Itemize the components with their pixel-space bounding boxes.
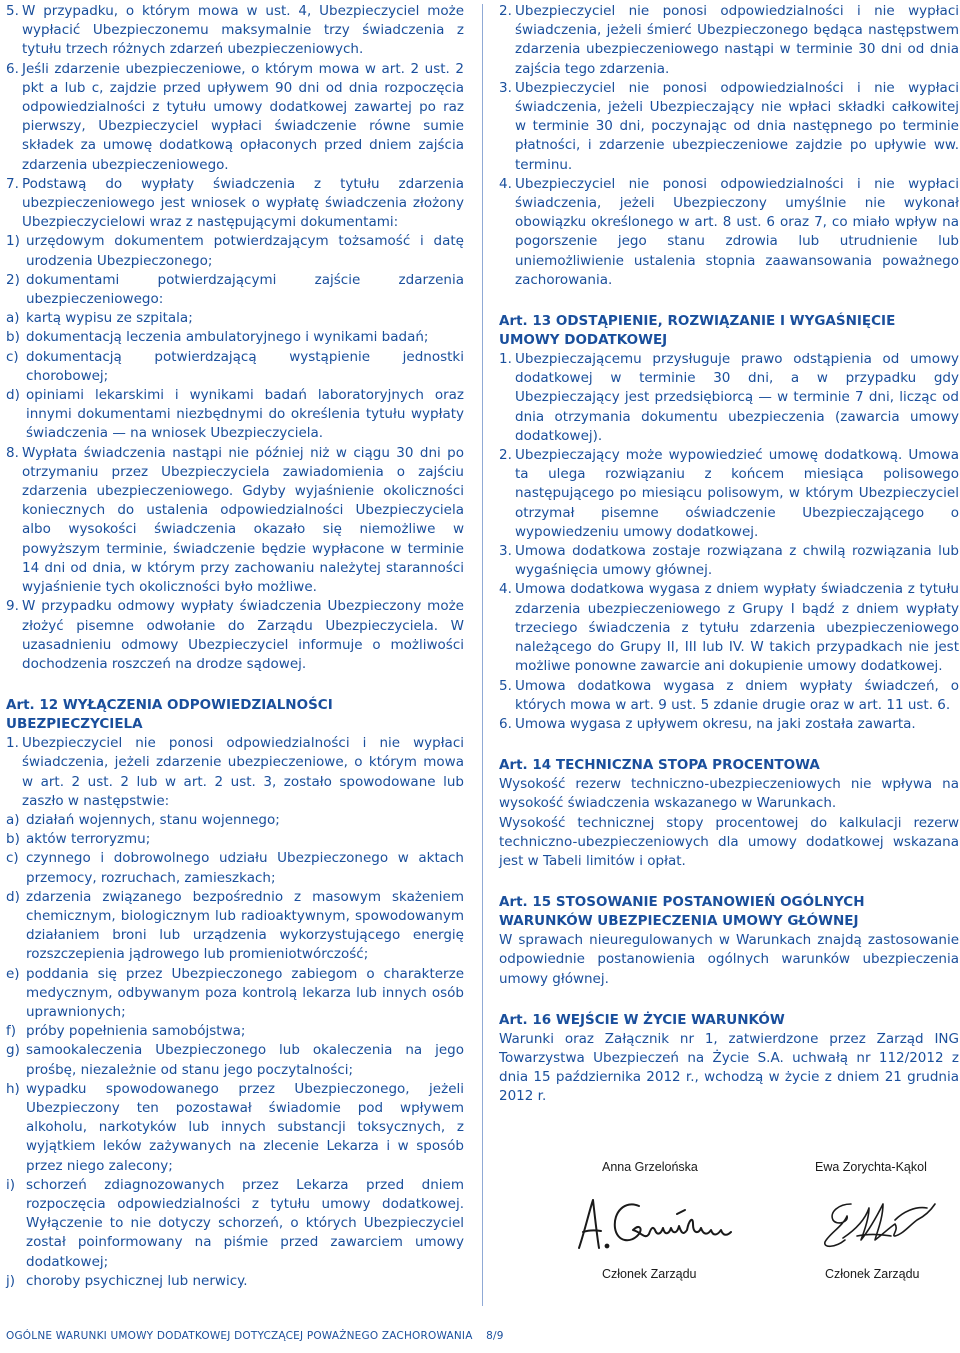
list-item xyxy=(6,1080,464,1176)
item-text: Ubezpieczyciel nie ponosi odpowiedzialności i nie wypłaci świadczenia, jeżeli śmierć Ubezpieczonego będąca następstwem zdarzenia ubezpieczeniowego nastąpi w terminie 30 dni od dnia zajścia tego zdarzenia. xyxy=(515,3,959,77)
item-number: d) xyxy=(6,888,20,905)
list-item xyxy=(6,1022,464,1041)
item-text: Ubezpieczyciel nie ponosi odpowiedzialności i nie wypłaci świadczenia, jeżeli Ubezpieczający nie wpłaci składki całkowitej w terminie 30 dni, poczynając od dnia następnego po terminie płatności, i zdarzenie ubezpieczeniowe zajdzie po upływie ww. terminu. xyxy=(515,79,959,173)
item-text: działań wojennych, stanu wojennego; xyxy=(26,811,280,828)
list-item xyxy=(499,175,959,290)
item-text: opiniami lekarskimi i wynikami badań laboratoryjnych oraz innymi dokumentami niezbędnymi do określenia tytułu wypłaty świadczenia — na wniosek Ubezpieczyciela. xyxy=(26,387,464,442)
item-number: 4. xyxy=(499,175,512,192)
item-number: f) xyxy=(6,1023,17,1040)
list-item xyxy=(6,309,464,328)
item-number: h) xyxy=(6,1080,20,1097)
list-item xyxy=(6,60,464,175)
left-column xyxy=(6,2,464,1291)
list-item xyxy=(6,386,464,444)
column-divider xyxy=(482,4,483,1306)
signature-zorychta-kakol xyxy=(799,1190,949,1255)
signature-block xyxy=(499,1150,959,1285)
item-number: 2. xyxy=(499,447,512,464)
item-number: a) xyxy=(6,811,20,828)
item-text: W przypadku, o którym mowa w ust. 4, Ubezpieczyciel może wypłacić Ubezpieczonemu maksymalnie trzy świadczenia z tytułu trzech różnych zdarzeń ubezpieczeniowych. xyxy=(22,3,464,58)
item-number: 9. xyxy=(6,598,19,615)
item-number: 1. xyxy=(6,735,19,752)
list-item xyxy=(499,350,959,446)
signatory-role: Członek Zarządu xyxy=(602,1267,697,1281)
item-number: a) xyxy=(6,310,20,327)
item-text: aktów terroryzmu; xyxy=(26,831,151,848)
item-text: urzędowym dokumentem potwierdzającym tożsamość i datę urodzenia Ubezpieczonego; xyxy=(26,233,464,269)
item-number: c) xyxy=(6,850,19,867)
list-item xyxy=(6,328,464,347)
item-text: Umowa dodatkowa wygasa z dniem wypłaty świadczeń, o których mowa w art. 9 ust. 5 zdanie drugie oraz w art. 11 ust. 6. xyxy=(515,677,959,713)
item-text: Ubezpieczający może wypowiedzieć umowę dodatkową. Umowa ta ulega rozwiązaniu z końcem miesiąca polisowego następującego po miesiącu polisowym, w którym Ubezpieczyciel otrzymał pisemne oświadczenie Ubezpieczającego o wypowiedzeniu umowy dodatkowej. xyxy=(515,447,959,540)
section-heading: Art. 15 STOSOWANIE POSTANOWIEŃ OGÓLNYCH WARUNKÓW UBEZPIECZENIA UMOWY GŁÓWNEJ xyxy=(499,894,865,930)
item-text: kartą wypisu ze szpitala; xyxy=(26,310,193,327)
item-number: 7. xyxy=(6,175,19,192)
list-item xyxy=(6,2,464,60)
list-item xyxy=(6,830,464,849)
item-number: b) xyxy=(6,329,20,346)
list-item xyxy=(6,734,464,811)
item-text: Ubezpieczającemu przysługuje prawo odstąpienia od umowy dodatkowej w terminie 30 dni, a w przypadku gdy Ubezpieczający jest przedsiębiorcą — w terminie 7 dni, licząc od dnia otrzymania dokumentu ubezpieczenia (zawarcia umowy dodatkowej). xyxy=(515,351,959,444)
item-text: Wypłata świadczenia nastąpi nie później niż w ciągu 30 dni po otrzymaniu przez Ubezpieczyciela zawiadomienia o zajściu zdarzenia ubezpieczeniowego. Gdyby wyjaśnienie okoliczności koniecznych do ustalenia odpowiedzialności Ubezpieczyciela albo wysokości świadczenia okazało się niemożliwe w powyższym terminie, świadczenie będzie wypłacone w terminie 14 dni od dnia, w którym przy zachowaniu należytej staranności wyjaśnienie tych okoliczności było możliwe. xyxy=(22,444,464,596)
list-item xyxy=(6,1176,464,1272)
item-number: 4. xyxy=(499,581,512,598)
list-item xyxy=(499,79,959,175)
item-number: 3. xyxy=(499,543,512,560)
item-number: g) xyxy=(6,1042,20,1059)
item-text: zdarzenia związanego bezpośrednio z masowym skażeniem chemicznym, biologicznym lub radioaktywnym, spowodowanym działaniem broni lub urządzenia wykorzystującego energię rozszczepienia jądrowego lub promieniotwórczość; xyxy=(26,888,464,963)
item-number: c) xyxy=(6,348,19,365)
item-text: Jeśli zdarzenie ubezpieczeniowe, o którym mowa w art. 2 ust. 2 pkt a lub c, zajdzie przed upływem 90 dni od dnia rozpoczęcia odpowiedzialności z tytułu umowy dodatkowej zawartej po raz pierwszy, Ubezpieczyciel wypłaci świadczenie równe sumie składek za umowę dodatkową opłaconych przed dniem zajścia zdarzenia ubezpieczeniowego. xyxy=(22,60,464,173)
section-heading: Art. 16 WEJŚCIE W ŻYCIE WARUNKÓW xyxy=(499,1011,785,1028)
list-item xyxy=(6,849,464,887)
signatory-role: Członek Zarządu xyxy=(825,1267,920,1281)
list-item xyxy=(499,2,959,79)
item-text: Umowa dodatkowa wygasa z dniem wypłaty świadczenia z tytułu zdarzenia ubezpieczeniowego z Grupy I bądź z dniem wypłaty trzeciego świadczenia z tytułu zdarzenia ubezpieczeniowego należącego do Grupy II, III lub IV. W takich przypadkach nie jest możliwe ponowne zawarcie ani dokupienie umowy dodatkowej. xyxy=(515,581,959,675)
list-item xyxy=(499,677,959,715)
page-footer xyxy=(6,1330,504,1342)
section-heading: Art. 14 TECHNICZNA STOPA PROCENTOWA xyxy=(499,757,820,774)
list-item xyxy=(6,965,464,1023)
list-item xyxy=(6,444,464,598)
item-text: dokumentacją potwierdzającą wystąpienie jednostki chorobowej; xyxy=(26,348,464,384)
list-item xyxy=(6,175,464,233)
item-number: i) xyxy=(6,1176,16,1193)
paragraph: Warunki oraz Załącznik nr 1, zatwierdzone przez Zarząd ING Towarzystwa Ubezpieczeń na Życie S.A. uchwałą nr 112/2012 z dnia 15 października 2012 r., wchodzą w życie z dniem 21 grudnia 2012 r. xyxy=(499,1030,959,1105)
list-item xyxy=(6,1272,464,1291)
section-heading: Art. 13 ODSTĄPIENIE, ROZWIĄZANIE I WYGAŚNIĘCIE UMOWY DODATKOWEJ xyxy=(499,313,896,349)
item-number: 2) xyxy=(6,271,20,288)
paragraph: Wysokość rezerw techniczno-ubezpieczeniowych nie wpływa na wysokość świadczenia wskazanego w Warunkach. xyxy=(499,776,959,812)
list-item xyxy=(6,232,464,270)
page-number: 8/9 xyxy=(486,1330,504,1342)
list-item xyxy=(6,271,464,309)
section-heading: Art. 12 WYŁĄCZENIA ODPOWIEDZIALNOŚCI UBEZPIECZYCIELA xyxy=(6,697,333,733)
item-text: schorzeń zdiagnozowanych przez Lekarza przed dniem rozpoczęcia odpowiedzialności z tytułu umowy dodatkowej. Wyłączenie to nie dotyczy schorzeń, o których Ubezpieczyciel został poinformowany na piśmie przed zawarciem umowy dodatkowej; xyxy=(26,1176,464,1270)
list-item xyxy=(6,811,464,830)
item-number: d) xyxy=(6,387,20,404)
item-text: dokumentami potwierdzającymi zajście zdarzenia ubezpieczeniowego: xyxy=(26,271,464,308)
item-text: poddania się przez Ubezpieczonego zabiegom o charakterze medycznym, odbywanym poza kontrolą lekarza lub innych osób uprawnionych; xyxy=(26,965,464,1020)
item-text: próby popełnienia samobójstwa; xyxy=(26,1023,246,1040)
item-text: choroby psychicznej lub nerwicy. xyxy=(26,1272,248,1289)
item-text: Podstawą do wypłaty świadczenia z tytułu zdarzenia ubezpieczeniowego jest wniosek o wypłatę świadczenia złożony Ubezpieczycielowi wraz z następującymi dokumentami: xyxy=(22,175,464,231)
item-number: 2. xyxy=(499,3,512,19)
item-text: Umowa dodatkowa zostaje rozwiązana z chwilą rozwiązania lub wygaśnięcia umowy głównej. xyxy=(515,543,959,579)
footer-document-title: OGÓLNE WARUNKI UMOWY DODATKOWEJ DOTYCZĄCEJ POWAŻNEGO ZACHOROWANIA xyxy=(6,1330,473,1342)
item-number: 5. xyxy=(6,3,19,19)
list-item xyxy=(6,597,464,674)
item-number: 1) xyxy=(6,233,20,250)
list-item xyxy=(6,348,464,386)
item-text: Ubezpieczyciel nie ponosi odpowiedzialności i nie wypłaci świadczenia, jeżeli zdarzenie ubezpieczeniowe, o którym mowa w art. 2 ust. 2 lub w art. 2 ust. 3, zostało spowodowane lub zaszło w następstwie: xyxy=(22,735,464,809)
list-item xyxy=(6,888,464,965)
signatory-name: Ewa Zorychta-Kąkol xyxy=(815,1160,927,1174)
item-text: Umowa wygasa z upływem okresu, na jaki została zawarta. xyxy=(515,715,916,732)
list-item xyxy=(6,1041,464,1079)
item-text: W przypadku odmowy wypłaty świadczenia Ubezpieczony może złożyć pisemne odwołanie do Zarządu Ubezpieczyciela. W uzasadnieniu odmowy Ubezpieczyciel informuje o możliwości dochodzenia roszczeń na drodze sądowej. xyxy=(22,598,464,672)
item-number: j) xyxy=(6,1272,16,1289)
item-number: 3. xyxy=(499,79,512,96)
signature-grzelonska xyxy=(559,1190,739,1255)
paragraph: Wysokość technicznej stopy procentowej do kalkulacji rezerw techniczno-ubezpieczeniowych dla umowy dodatkowej wskazana jest w Tabeli limitów i opłat. xyxy=(499,814,959,869)
item-number: b) xyxy=(6,831,20,848)
signatory-name: Anna Grzelońska xyxy=(602,1160,698,1174)
item-text: dokumentacją leczenia ambulatoryjnego i wynikami badań; xyxy=(26,329,429,346)
item-text: czynnego i dobrowolnego udziału Ubezpieczonego w aktach przemocy, rozruchach, zamieszkach; xyxy=(26,850,464,886)
item-number: 8. xyxy=(6,444,19,461)
right-column xyxy=(499,2,959,1107)
item-number: 6. xyxy=(6,60,19,77)
item-number: 6. xyxy=(499,715,512,732)
list-item xyxy=(499,580,959,676)
paragraph: W sprawach nieuregulowanych w Warunkach znajdą zastosowanie odpowiednie postanowienia ogólnych warunków ubezpieczenia umowy głównej. xyxy=(499,932,959,987)
list-item xyxy=(499,446,959,542)
list-item xyxy=(499,542,959,580)
item-text: samookaleczenia Ubezpieczonego lub okaleczenia na jego prośbę, niezależnie od stanu jego poczytalności; xyxy=(26,1042,464,1078)
item-text: wypadku spowodowanego przez Ubezpieczonego, jeżeli Ubezpieczony ten pozostawał świadomie pod wpływem alkoholu, narkotyków lub innych substancji toksycznych, z wyjątkiem leków zażywanych na zlecenie Lekarza i w sposób przez niego zalecony; xyxy=(26,1080,464,1174)
item-number: 5. xyxy=(499,677,512,694)
item-number: e) xyxy=(6,965,20,982)
item-text: Ubezpieczyciel nie ponosi odpowiedzialności i nie wypłaci świadczenia, jeżeli Ubezpieczony umyślnie nie wykonał obowiązku określonego w art. 8 ust. 6 oraz 7, co miało wpływ na pogorszenie jego stanu zdrowia lub utrudnienie lub uniemożliwienie ustalenia stopnia zaawansowania poważnego zachorowania. xyxy=(515,175,959,288)
item-number: 1. xyxy=(499,351,512,368)
list-item xyxy=(499,715,959,734)
